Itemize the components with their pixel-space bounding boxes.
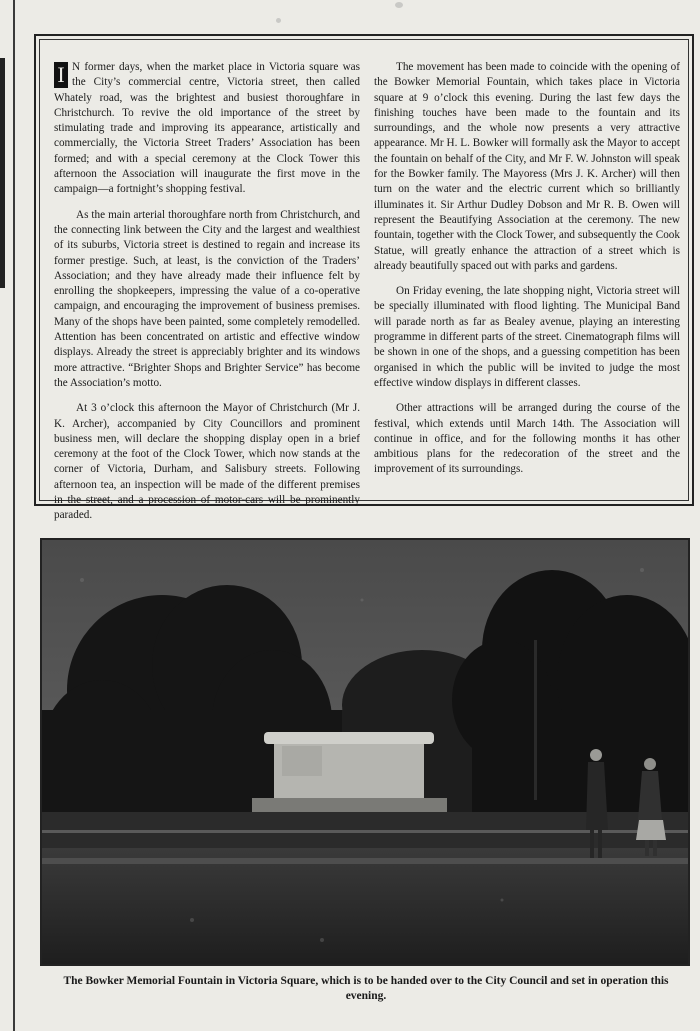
margin-bar bbox=[0, 58, 5, 288]
paragraph: At 3 o’clock this afternoon the Mayor of Christchurch (Mr J. K. Archer), accompanied by City Councillors and prominent business men, will declare the shopping display open in a brief ceremony at the foot of the Clock Tower, which now stands at the corner of Victoria, Durham, and Salisbury streets. Following afternoon tea, an inspection will be made of the different premises in the street, and a procession of motor-cars will be prominently paraded. bbox=[54, 402, 360, 522]
drop-cap: I bbox=[54, 62, 68, 88]
photo-image bbox=[42, 540, 688, 964]
path bbox=[42, 858, 688, 864]
article-column-right bbox=[374, 60, 680, 488]
lamp-pole bbox=[534, 640, 537, 800]
paragraph-text: N former days, when the market place in Victoria square was the City’s commercial centre, Victoria street, then called Whately road, was the brightest and busiest thoroughfare in Christchurch. To revive the old importance of the street by stimulating trade and improving its appearance, artistically and commercially, the Victoria Street Traders’ Association has been formed; and with a special ceremony at the Clock Tower this afternoon the Association will inaugurate the first move in the campaign—a fortnight’s shopping festival. bbox=[54, 61, 360, 196]
article-frame bbox=[34, 34, 694, 522]
paragraph: The movement has been made to coincide with the opening of the Bowker Memorial Fountain, which takes place in Victoria square at 9 o’clock this evening. During the last few days the finishing touches have been made to the fountain and its surroundings, and the whole now presents a very attractive appearance. Mr H. L. Bowker will formally ask the Mayor to accept the fountain on behalf of the City, and Mr F. W. Johnston will speak for the Bowker family. The Mayoress (Mrs J. K. Archer) will then turn on the water and the electric current which so brilliantly illuminates it. Sir Arthur Dudley Dobson and Mr R. B. Owen will represent the Beautifying Association at the ceremony. The new fountain, together with the Clock Tower, and subsequently the Cook Statue, will greatly enhance the attraction of a street which is already beautifully spaced out with parks and gardens. bbox=[374, 61, 680, 272]
print-smudge bbox=[395, 2, 403, 8]
ground bbox=[42, 848, 688, 964]
fountain bbox=[252, 732, 447, 812]
margin-rule bbox=[13, 0, 15, 1031]
photo-caption: The Bowker Memorial Fountain in Victoria Square, which is to be handed over to the City Council and set in operation this evening. bbox=[63, 975, 669, 1002]
fountain-photo bbox=[40, 538, 690, 966]
article-column-left bbox=[54, 60, 360, 534]
paragraph bbox=[54, 60, 360, 198]
print-smudge bbox=[276, 18, 281, 23]
paragraph: Other attractions will be arranged during the course of the festival, which extends until March 14th. The Association will continue in office, and for the following months it has other ambitious plans for the redecoration of the street and the improvement of its surroundings. bbox=[374, 402, 680, 476]
paragraph: On Friday evening, the late shopping night, Victoria street will be specially illuminated with flood lighting. The Municipal Band will parade north as far as Bealey avenue, playing an interesting programme in different parts of the street. Cinematograph films will be shown in one of the shops, and a guessing competition has been organised in which the public will be invited to judge the most effective window displays in different classes. bbox=[374, 285, 680, 389]
paragraph: As the main arterial thoroughfare north from Christchurch, and the connecting link between the City and the largest and wealthiest of its suburbs, Victoria street is destined to regain and increase its former prestige. Such, at least, is the conviction of the Traders’ Association; and they have already made their influence felt by enrolling the shopkeepers, impressing the value of a co-operative campaign, and encouraging the improvement of business premises. Many of the shops have been painted, some completely remodelled. Attention has been concentrated on artistic and effective window displays. Already the street is appreciably brighter and its windows more attractive. “Brighter Shops and Brighter Service” has become the Association’s motto. bbox=[54, 208, 360, 389]
